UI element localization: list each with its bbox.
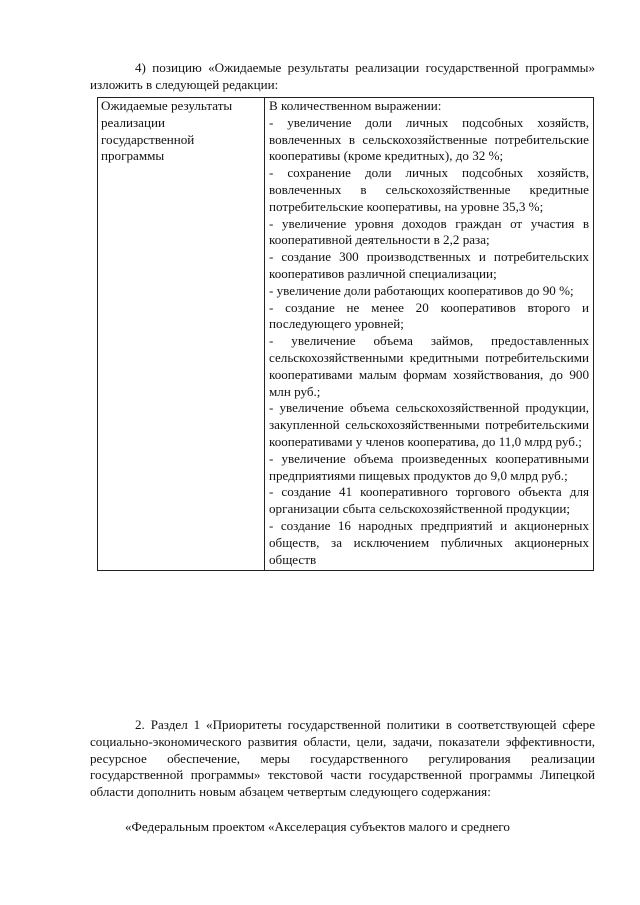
list-item: - создание не менее 20 кооперативов второго и последующего уровней;	[269, 299, 589, 332]
list-item: - создание 300 производственных и потребительских кооперативов различной специализации;	[269, 249, 589, 281]
list-item: - увеличение объема сельскохозяйственной продукции, закупленной сельскохозяйственными потребительскими кооперативами у членов кооператива, до 11,0 млрд руб.;	[269, 400, 589, 449]
list-item: - увеличение уровня доходов граждан от участия в кооперативной деятельности в 2,2 раза;	[269, 215, 589, 248]
intro-paragraph: 4) позицию «Ожидаемые результаты реализации государственной программы» изложить в следующей редакции:	[90, 60, 595, 92]
table-label-cell: Ожидаемые результаты реализации государственной программы	[98, 98, 265, 571]
table-heading: В количественном выражении:	[269, 98, 442, 113]
list-item: - сохранение доли личных подсобных хозяйств, вовлеченных в сельскохозяйственные кредитные потребительские кооперативы, на уровне 35,3 %;	[269, 165, 589, 214]
table-row	[98, 98, 594, 571]
quote-paragraph: «Федеральным проектом «Акселерация субъектов малого и среднего	[125, 819, 510, 834]
list-item: - увеличение объема займов, предоставленных сельскохозяйственными кредитными потребительскими кооперативами малым формам хозяйствования, до 900 млн руб.;	[269, 333, 589, 399]
list-item: - увеличение объема произведенных кооперативными предприятиями пищевых продуктов до 9,0 млрд руб.;	[269, 450, 589, 483]
list-item: - создание 41 кооперативного торгового объекта для организации сбыта сельскохозяйственной продукции;	[269, 484, 589, 517]
table-content-cell	[265, 98, 594, 571]
list-item: - увеличение доли личных подсобных хозяйств, вовлеченных в сельскохозяйственные потребительские кооперативы (кроме кредитных), до 32 %;	[269, 114, 589, 164]
list-item: - увеличение доли работающих кооперативов до 90 %;	[269, 282, 574, 298]
list-item: - создание 16 народных предприятий и акционерных обществ, за исключением публичных акционерных обществ	[269, 517, 589, 567]
results-table	[97, 97, 594, 571]
section-paragraph: 2. Раздел 1 «Приоритеты государственной политики в соответствующей сфере социально-экономического развития области, цели, задачи, показатели эффективности, ресурсное обеспечение, меры государственного регулирования реализации государственной программы» текстовой части государственной программы Липецкой области дополнить новым абзацем четвертым следующего содержания:	[90, 717, 595, 800]
